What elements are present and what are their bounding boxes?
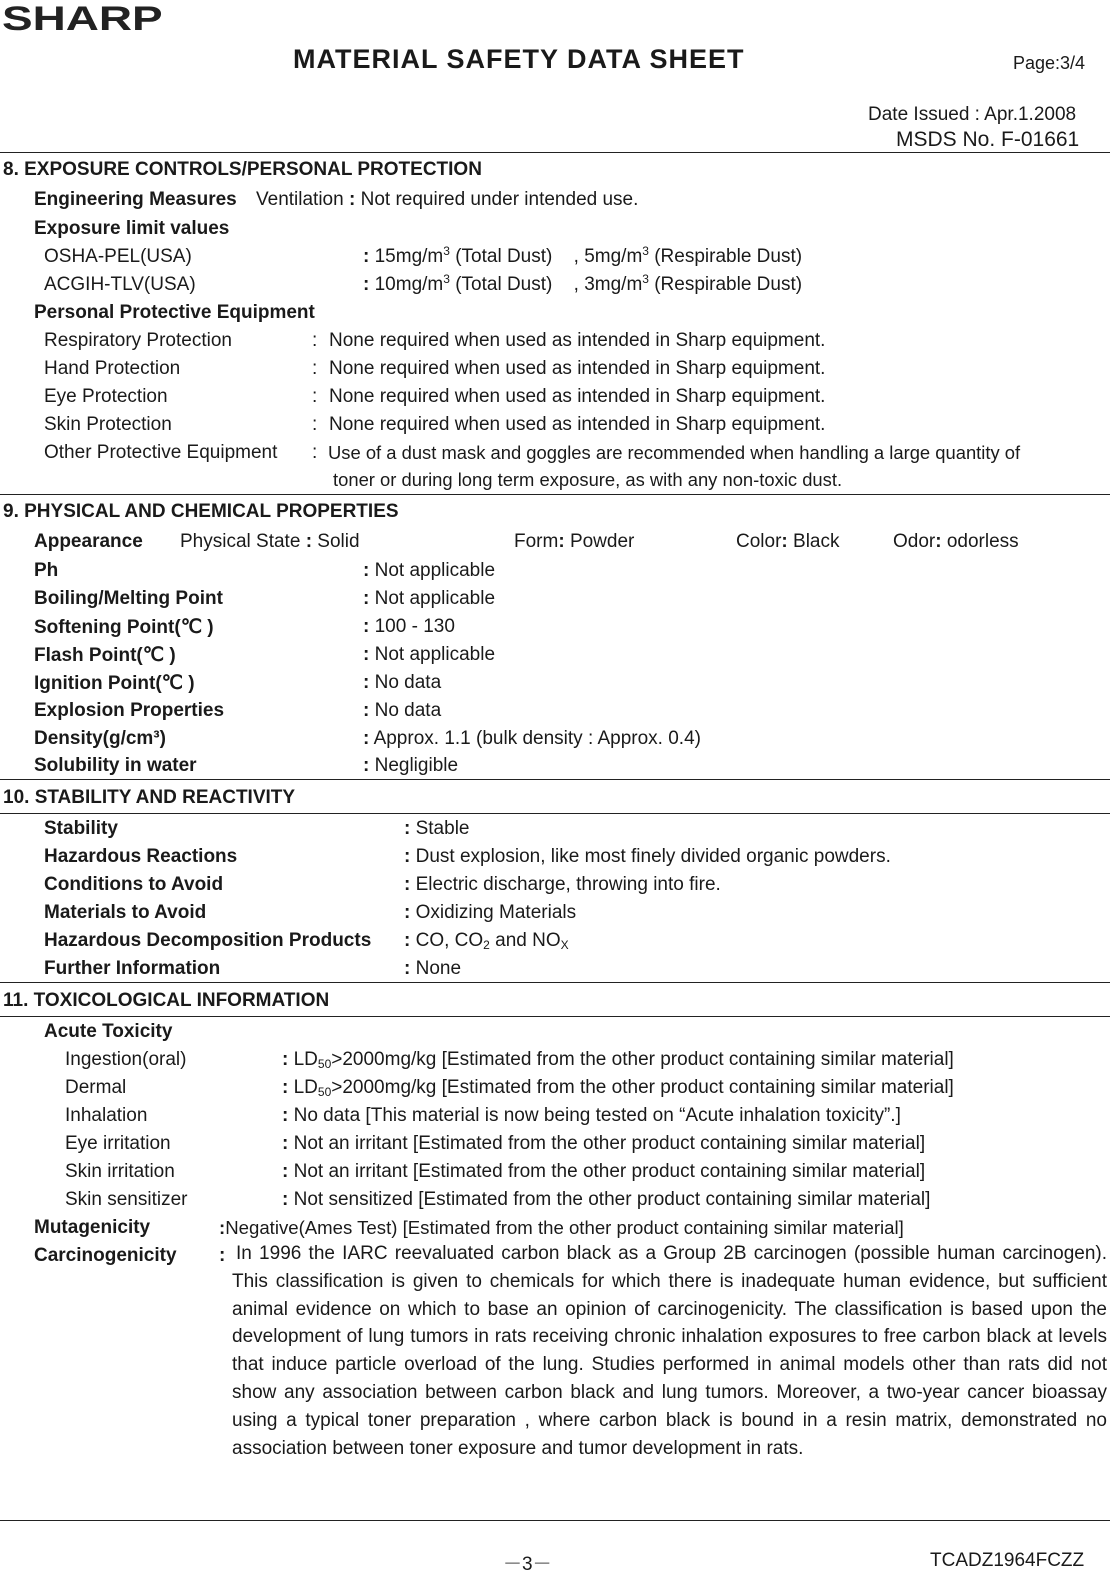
acgih-value	[363, 274, 802, 296]
colon: :	[363, 672, 370, 693]
eye-irritation-text: Not an irritant [Estimated from the other product containing similar material]	[293, 1133, 926, 1154]
section-10-heading: 10. STABILITY AND REACTIVITY	[3, 787, 296, 808]
colon: :	[282, 1133, 289, 1154]
color-label: Color	[736, 531, 782, 552]
colon: :	[363, 246, 370, 267]
skin-irritation-value	[282, 1161, 925, 1183]
skin-sensitizer-value	[282, 1189, 930, 1211]
colon: :	[404, 902, 411, 923]
solubility-value	[363, 755, 458, 777]
skin-label: Skin Protection	[44, 414, 172, 435]
ignition-text: No data	[374, 672, 442, 693]
boiling-label: Boiling/Melting Point	[34, 588, 223, 609]
dermal-value	[282, 1077, 954, 1099]
stability-text: Stable	[415, 818, 470, 839]
skin-sensitizer-text: Not sensitized [Estimated from the other product containing similar material]	[293, 1189, 931, 1210]
hazardous-reactions-label: Hazardous Reactions	[44, 846, 238, 867]
msds-number: MSDS No. F-01661	[896, 128, 1080, 151]
date-issued: Date Issued : Apr.1.2008	[868, 104, 1077, 125]
form-label: Form	[514, 531, 559, 552]
carcinogenicity-colon: :	[219, 1245, 226, 1266]
density-label: Density(g/cm³)	[34, 728, 166, 749]
stability-label: Stability	[44, 818, 118, 839]
colon: :	[282, 1105, 289, 1126]
further-value	[404, 958, 461, 980]
superscript: 3	[443, 272, 450, 286]
further-label: Further Information	[44, 958, 221, 979]
colon: :	[305, 531, 313, 552]
softening-value	[363, 616, 455, 638]
physical-state-label: Physical State	[180, 531, 301, 552]
boiling-value	[363, 588, 495, 610]
acute-toxicity-label: Acute Toxicity	[44, 1021, 173, 1042]
other-value-line-1: Use of a dust mask and goggles are recommended when handling a large quantity of	[328, 442, 1021, 463]
ph-text: Not applicable	[374, 560, 496, 581]
flash-text: Not applicable	[374, 644, 496, 665]
density-value	[363, 728, 701, 750]
respiratory-label: Respiratory Protection	[44, 330, 232, 351]
ld-text: LD	[293, 1077, 318, 1098]
stability-value	[404, 818, 469, 840]
other-colon: :	[312, 442, 318, 463]
odor-value: odorless	[946, 531, 1019, 552]
ph-label: Ph	[34, 560, 59, 581]
footer-divider	[0, 1520, 1110, 1521]
skin-colon: :	[312, 414, 318, 435]
hand-value: None required when used as intended in Sharp equipment.	[329, 358, 826, 379]
osha-total: 15mg/m	[374, 246, 444, 267]
ventilation-value: Not required under intended use.	[360, 189, 639, 210]
hand-label: Hand Protection	[44, 358, 181, 379]
carcinogenicity-text: In 1996 the IARC reevaluated carbon black as a Group 2B carcinogen (possible human carcinogen). This classification is given to chemicals for which there is inadequate human evidence, but sufficient animal evidence on which to base an opinion of carcinogenicity. The classification is based upon the development of lung tumors in rats receiving chronic inhalation exposures to free carbon black at levels that induce particle overload of the lung. Studies performed in animal models other than rats did not show any association between carbon black and lung tumors. Moreover, a two-year cancer bioassay using a typical toner preparation , where carbon black is bound in a resin matrix, demonstrated no association between toner exposure and tumor development in rats.	[232, 1243, 1107, 1459]
inhalation-value	[282, 1105, 901, 1127]
osha-respirable: , 5mg/m	[573, 246, 643, 267]
colon: :	[781, 531, 788, 552]
engineering-measures-label: Engineering Measures	[34, 189, 237, 210]
colon: :	[282, 1161, 289, 1182]
hazardous-reactions-text: Dust explosion, like most finely divided organic powders.	[415, 846, 891, 867]
divider	[0, 494, 1110, 495]
colon: :	[282, 1049, 289, 1070]
colon: :	[363, 755, 370, 776]
hand-colon: :	[312, 358, 318, 379]
engineering-measures-row	[34, 189, 638, 211]
colon: :	[404, 818, 411, 839]
form-value: Powder	[569, 531, 635, 552]
inhalation-label: Inhalation	[65, 1105, 148, 1126]
carcinogenicity-label: Carcinogenicity	[34, 1245, 177, 1266]
divider	[0, 982, 1110, 983]
skin-sensitizer-label: Skin sensitizer	[65, 1189, 188, 1210]
colon: :	[363, 728, 370, 749]
conditions-label: Conditions to Avoid	[44, 874, 224, 895]
colon: :	[404, 846, 411, 867]
eye-irritation-label: Eye irritation	[65, 1133, 171, 1154]
ingestion-text: >2000mg/kg [Estimated from the other product containing similar material]	[331, 1049, 954, 1070]
respiratory-value: None required when used as intended in Sharp equipment.	[329, 330, 826, 351]
form	[514, 531, 634, 553]
subscript: 50	[317, 1085, 332, 1099]
divider	[0, 152, 1110, 153]
section-11-heading: 11. TOXICOLOGICAL INFORMATION	[3, 990, 330, 1011]
ignition-label: Ignition Point(℃ )	[34, 673, 195, 694]
co-text: CO, CO	[415, 930, 484, 951]
flash-label: Flash Point(℃ )	[34, 645, 176, 666]
solubility-label: Solubility in water	[34, 755, 197, 776]
page-indicator: Page:3/4	[1013, 53, 1086, 73]
colon: :	[282, 1189, 289, 1210]
mutagenicity-value	[219, 1217, 904, 1239]
acgih-respirable-unit: (Respirable Dust)	[648, 274, 803, 295]
materials-label: Materials to Avoid	[44, 902, 207, 923]
colon: :	[935, 531, 942, 552]
colon: :	[282, 1077, 289, 1098]
page-title: MATERIAL SAFETY DATA SHEET	[293, 44, 745, 74]
osha-respirable-unit: (Respirable Dust)	[648, 246, 803, 267]
eye-value: None required when used as intended in Sharp equipment.	[329, 386, 826, 407]
colon: :	[404, 930, 411, 951]
divider	[0, 813, 1110, 814]
explosion-text: No data	[374, 700, 442, 721]
ventilation-label: Ventilation	[256, 189, 344, 210]
mutagenicity-label: Mutagenicity	[34, 1217, 151, 1238]
decomposition-value	[404, 930, 569, 952]
softening-label: Softening Point(℃ )	[34, 617, 214, 638]
ingestion-value	[282, 1049, 954, 1071]
density-text: Approx. 1.1 (bulk density : Approx. 0.4)	[373, 728, 701, 749]
eye-irritation-value	[282, 1133, 925, 1155]
conditions-value	[404, 874, 721, 896]
ppe-label: Personal Protective Equipment	[34, 302, 315, 323]
osha-label: OSHA-PEL(USA)	[44, 246, 192, 267]
superscript: 3	[642, 272, 649, 286]
skin-irritation-label: Skin irritation	[65, 1161, 175, 1182]
explosion-value	[363, 700, 441, 722]
dermal-label: Dermal	[65, 1077, 127, 1098]
other-label: Other Protective Equipment	[44, 442, 278, 463]
divider	[0, 779, 1110, 780]
exposure-limit-label: Exposure limit values	[34, 218, 230, 239]
ph-value	[363, 560, 495, 582]
footer-page-number: －3－	[503, 1554, 552, 1575]
ingestion-label: Ingestion(oral)	[65, 1049, 187, 1070]
ld-text: LD	[293, 1049, 318, 1070]
ignition-value	[363, 672, 441, 694]
inhalation-text: No data [This material is now being tested on “Acute inhalation toxicity”.]	[293, 1105, 901, 1126]
further-text: None	[415, 958, 462, 979]
softening-text: 100 - 130	[374, 616, 455, 637]
section-8-heading: 8. EXPOSURE CONTROLS/PERSONAL PROTECTION	[3, 159, 482, 180]
materials-value	[404, 902, 576, 924]
color-value: Black	[793, 531, 840, 552]
colon: :	[558, 531, 565, 552]
acgih-total: 10mg/m	[374, 274, 444, 295]
other-value-line-2: toner or during long term exposure, as with any non-toxic dust.	[333, 469, 843, 490]
flash-value	[363, 644, 495, 666]
appearance-label: Appearance	[34, 531, 143, 552]
skin-irritation-text: Not an irritant [Estimated from the other product containing similar material]	[293, 1161, 926, 1182]
physical-state	[180, 531, 360, 553]
superscript: 3	[443, 244, 450, 258]
colon: :	[363, 700, 370, 721]
colon: :	[348, 189, 356, 210]
odor-label: Odor	[893, 531, 936, 552]
acgih-respirable: , 3mg/m	[573, 274, 643, 295]
divider	[0, 1016, 1110, 1017]
colon: :	[404, 958, 411, 979]
skin-value: None required when used as intended in Sharp equipment.	[329, 414, 826, 435]
section-9-heading: 9. PHYSICAL AND CHEMICAL PROPERTIES	[3, 501, 399, 522]
colon: :	[363, 274, 370, 295]
colon: :	[363, 644, 370, 665]
physical-state-value: Solid	[317, 531, 360, 552]
superscript: 3	[642, 244, 649, 258]
osha-value	[363, 246, 802, 268]
decomposition-label: Hazardous Decomposition Products	[44, 930, 372, 951]
color	[736, 531, 839, 553]
acgih-total-unit: (Total Dust)	[449, 274, 553, 295]
subscript: X	[560, 938, 569, 952]
colon: :	[404, 874, 411, 895]
colon: :	[363, 560, 370, 581]
dermal-text: >2000mg/kg [Estimated from the other product containing similar material]	[331, 1077, 954, 1098]
eye-colon: :	[312, 386, 318, 407]
hazardous-reactions-value	[404, 846, 891, 868]
osha-total-unit: (Total Dust)	[449, 246, 553, 267]
acgih-label: ACGIH-TLV(USA)	[44, 274, 196, 295]
mutagenicity-text: Negative(Ames Test) [Estimated from the other product containing similar material]	[225, 1217, 904, 1238]
footer-doc-code: TCADZ1964FCZZ	[930, 1550, 1085, 1571]
materials-text: Oxidizing Materials	[415, 902, 577, 923]
colon: :	[363, 588, 370, 609]
respiratory-colon: :	[312, 330, 318, 351]
subscript: 2	[483, 938, 490, 952]
colon: :	[219, 1217, 226, 1238]
boiling-text: Not applicable	[374, 588, 496, 609]
sharp-logo: SHARP	[2, 0, 163, 38]
explosion-label: Explosion Properties	[34, 700, 225, 721]
odor	[893, 531, 1019, 553]
and-no-text: and NO	[489, 930, 561, 951]
eye-label: Eye Protection	[44, 386, 168, 407]
colon: :	[363, 616, 370, 637]
subscript: 50	[317, 1057, 332, 1071]
conditions-text: Electric discharge, throwing into fire.	[415, 874, 721, 895]
solubility-text: Negligible	[374, 755, 459, 776]
